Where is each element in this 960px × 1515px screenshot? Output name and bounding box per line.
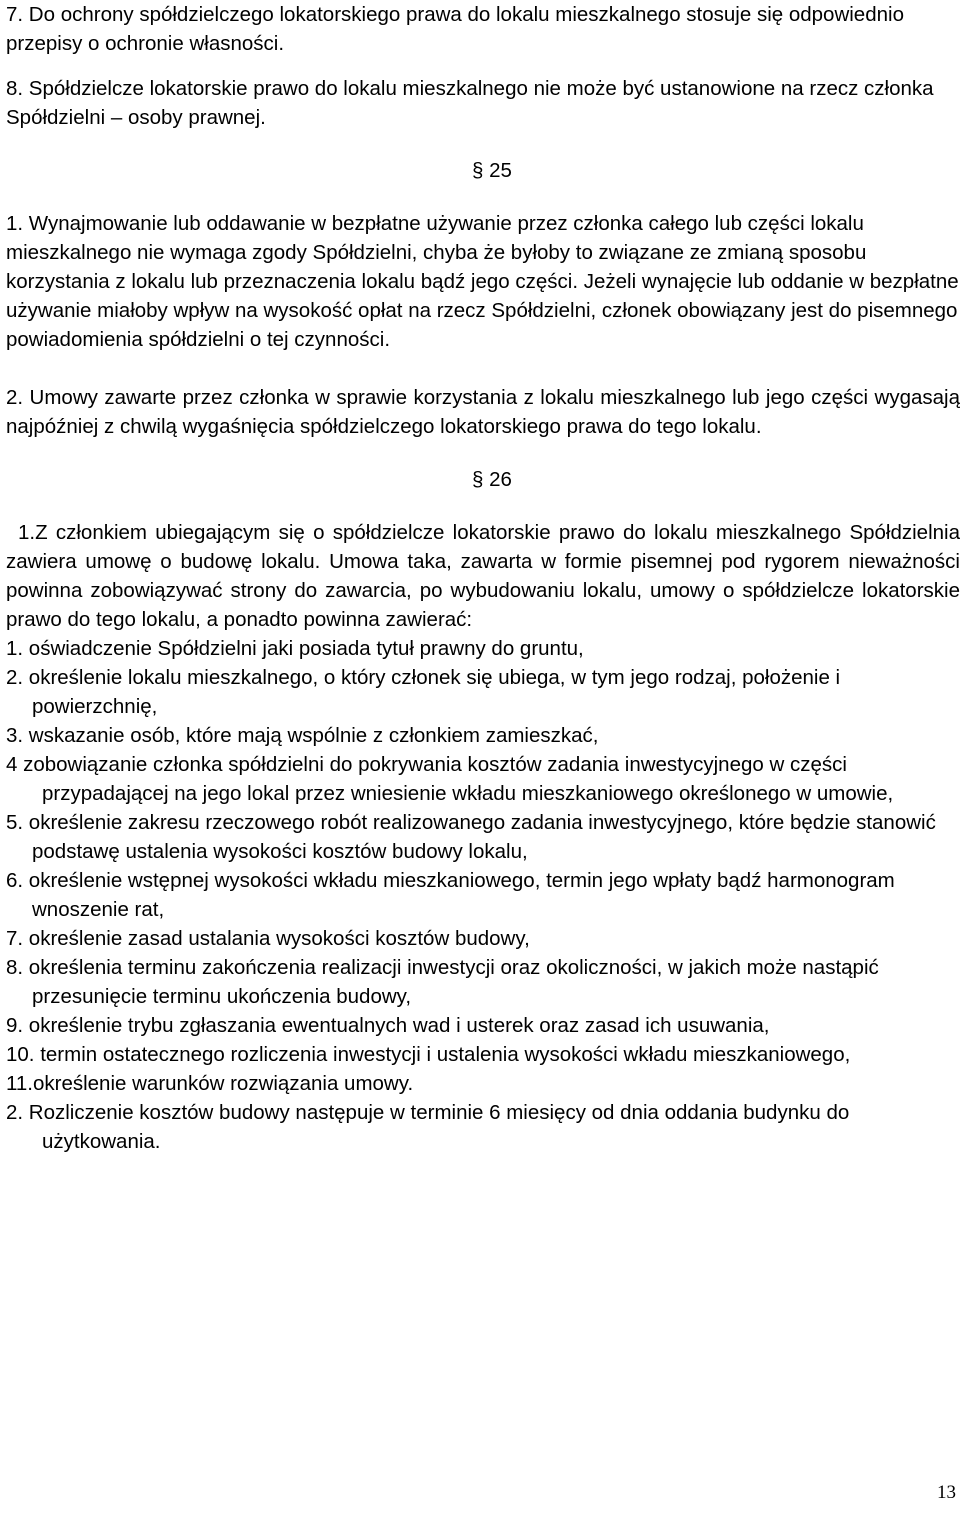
spacer (6, 58, 960, 74)
list-item-4: 4 zobowiązanie członka spółdzielni do pokrywania kosztów zadania inwestycyjnego w części przypadającej na jego lokal przez wniesienie wkładu mieszkaniowego określonego w umowie, (6, 753, 894, 805)
section-26-heading: § 26 (472, 468, 512, 491)
section-26-paragraph-1: 1.Z członkiem ubiegającym się o spółdzielcze lokatorskie prawo do lokalu mieszkalnego Spółdzielnia zawiera umowę o budowę lokalu. Umowa taka, zawarta w formie pisemnej pod rygorem nieważności powinna zobowiązywać strony do zawarcia, po wybudowaniu lokalu, umowy o spółdzielcze lokatorskie prawo do tego lokalu, a ponadto powinna zawierać: (6, 521, 960, 631)
spacer (6, 494, 960, 518)
spacer (6, 132, 960, 156)
page-number: 13 (937, 1482, 956, 1503)
paragraph-8: 8. Spółdzielcze lokatorskie prawo do lokalu mieszkalnego nie może być ustanowione na rzecz członka Spółdzielni – osoby prawnej. (6, 77, 934, 129)
document-page (6, 0, 960, 1156)
section-25-heading: § 25 (472, 159, 512, 182)
list-item-6: 6. określenie wstępnej wysokości wkładu mieszkaniowego, termin jego wpłaty bądź harmonogram wnoszenie rat, (6, 869, 895, 921)
list-item-1: 1. oświadczenie Spółdzielni jaki posiada tytuł prawny do gruntu, (6, 637, 584, 660)
list-item-5: 5. określenie zakresu rzeczowego robót realizowanego zadania inwestycyjnego, które będzie stanowić podstawę ustalenia wysokości kosztów budowy lokalu, (6, 811, 936, 863)
section-25-paragraph-2: 2. Umowy zawarte przez członka w sprawie korzystania z lokalu mieszkalnego lub jego części wygasają najpóźniej z chwilą wygaśnięcia spółdzielczego lokatorskiego prawa do tego lokalu. (6, 386, 960, 438)
section-25-paragraph-1: 1. Wynajmowanie lub oddawanie w bezpłatne używanie przez członka całego lub części lokalu mieszkalnego nie wymaga zgody Spółdzielni, chyba że byłoby to związane ze zmianą sposobu korzystania z lokalu lub przeznaczenia lokalu bądź jego części. Jeżeli wynajęcie lub oddanie w bezpłatne używanie miałoby wpływ na wysokość opłat na rzecz Spółdzielni, członek obowiązany jest do pisemnego powiadomienia spółdzielni o tej czynności. (6, 212, 959, 351)
spacer (6, 441, 960, 465)
list-item-8: 8. określenia terminu zakończenia realizacji inwestycji oraz okoliczności, w jakich może nastąpić przesunięcie terminu ukończenia budowy, (6, 956, 879, 1008)
paragraph-7: 7. Do ochrony spółdzielczego lokatorskiego prawa do lokalu mieszkalnego stosuje się odpowiednio przepisy o ochronie własności. (6, 3, 904, 55)
list-item-11: 11.określenie warunków rozwiązania umowy. (6, 1072, 414, 1095)
spacer (6, 354, 960, 383)
section-26-paragraph-2: 2. Rozliczenie kosztów budowy następuje w terminie 6 miesięcy od dnia oddania budynku do użytkowania. (6, 1101, 850, 1153)
list-item-10: 10. termin ostatecznego rozliczenia inwestycji i ustalenia wysokości wkładu mieszkaniowego, (6, 1043, 851, 1066)
list-item-2: 2. określenie lokalu mieszkalnego, o który członek się ubiega, w tym jego rodzaj, położenie i powierzchnię, (6, 666, 841, 718)
list-item-7: 7. określenie zasad ustalania wysokości kosztów budowy, (6, 927, 530, 950)
list-item-3: 3. wskazanie osób, które mają wspólnie z członkiem zamieszkać, (6, 724, 599, 747)
spacer (6, 185, 960, 209)
list-item-9: 9. określenie trybu zgłaszania ewentualnych wad i usterek oraz zasad ich usuwania, (6, 1014, 770, 1037)
